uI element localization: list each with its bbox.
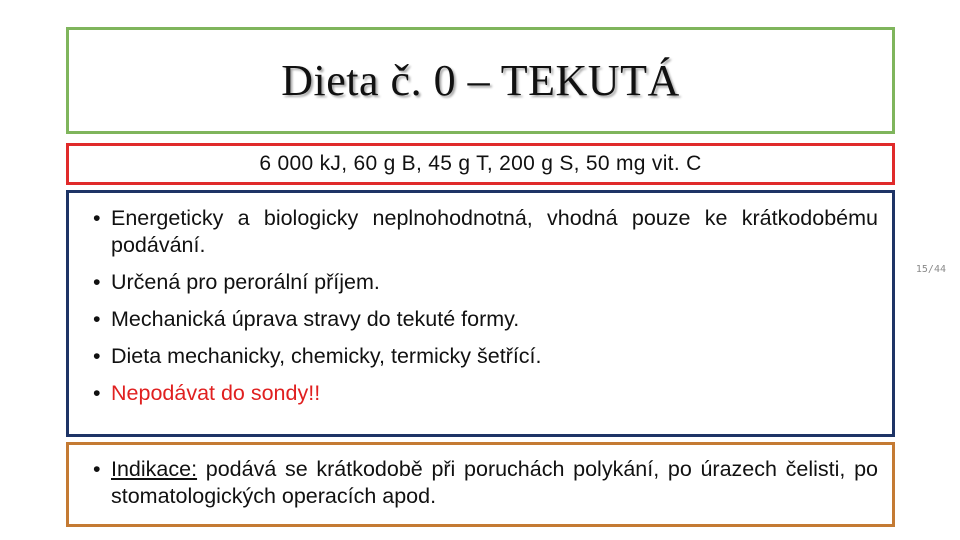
bullet-list-box <box>66 190 895 437</box>
bullet-item-oral-intake: • Určená pro perorální příjem. <box>93 269 878 296</box>
bullet-item-indication <box>93 456 878 510</box>
bullet-item-mechanical-processing: • Mechanická úprava stravy do tekuté formy. <box>93 306 878 333</box>
nutrition-values: 6 000 kJ, 60 g B, 45 g T, 200 g S, 50 mg vit. C <box>259 152 702 175</box>
indication-text: podává se krátkodobě při poruchách polykání, po úrazech čelisti, po stomatologických operacích apod. <box>111 457 878 508</box>
indication-label: Indikace: <box>111 457 198 481</box>
indication-box <box>66 442 895 527</box>
nutrition-box <box>66 143 895 185</box>
slide-title: Dieta č. 0 – TEKUTÁ <box>281 56 680 105</box>
title-box <box>66 27 895 134</box>
bullet-item-energy: • Energeticky a biologicky neplnohodnotná, vhodná pouze ke krátkodobému podávání. <box>93 205 878 259</box>
bullet-item-warning: • Nepodávat do sondy!! <box>93 380 878 407</box>
bullet-item-gentle-diet: • Dieta mechanicky, chemicky, termicky šetřící. <box>93 343 878 370</box>
page-number: 15/44 <box>915 264 946 275</box>
